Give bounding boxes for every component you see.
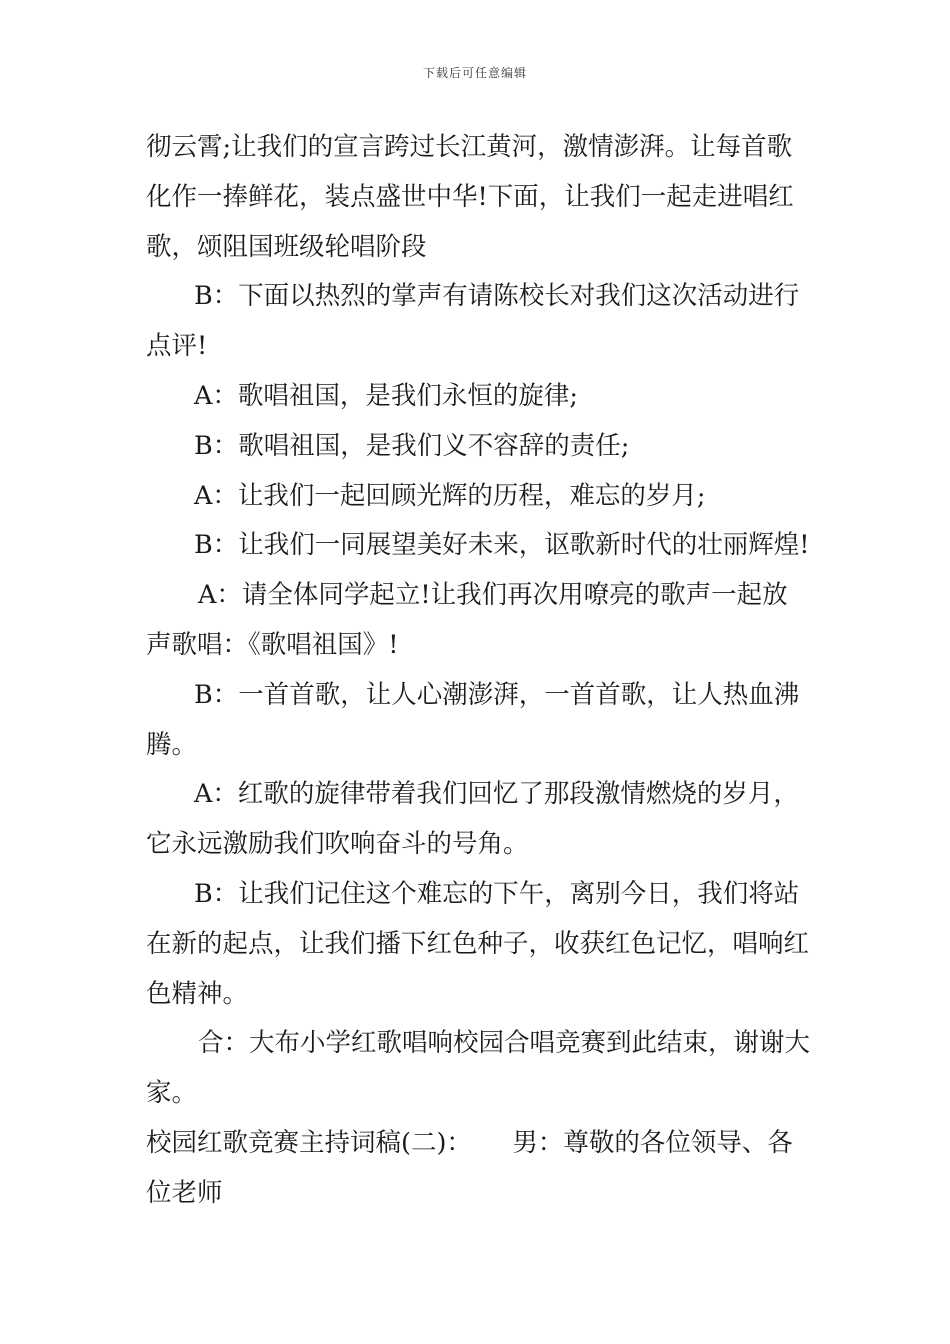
page-header-note: 下载后可任意编辑	[422, 66, 527, 80]
paragraph-intro: 彻云霄;让我们的宣言跨过长江黄河，激情澎湃。让每首歌化作一捧鲜花，装点盛世中华!下面，让我们一起走进唱红歌，颂阻国班级轮唱阶段	[146, 132, 794, 262]
paragraph-b-invite: B：下面以热烈的掌声有请陈校长对我们这次活动进行点评!	[146, 281, 800, 362]
paragraph-b-songs: B：一首首歌，让人心潮澎湃，一首首歌，让人热血沸腾。	[146, 679, 800, 760]
paragraph-b-future: B：让我们一同展望美好未来，讴歌新时代的壮丽辉煌!	[194, 530, 810, 561]
paragraph-script-two: 校园红歌竞赛主持词稿(二)： 男：尊敬的各位领导、各位老师	[146, 1127, 793, 1208]
paragraph-b-afternoon: B：让我们记住这个难忘的下午，离别今日，我们将站在新的起点，让我们播下红色种子，收获红色记忆，唱响红色精神。	[146, 878, 810, 1009]
paragraph-a-melody: A：歌唱祖国，是我们永恒的旋律;	[194, 380, 579, 411]
paragraph-a-review: A：让我们一起回顾光辉的历程，难忘的岁月;	[194, 480, 706, 511]
paragraph-b-duty: B：歌唱祖国，是我们义不容辞的责任;	[194, 430, 630, 461]
document-body	[146, 123, 810, 1219]
paragraph-a-stand: A：请全体同学起立!让我们再次用嘹亮的歌声一起放声歌唱：《歌唱祖国》!	[146, 580, 788, 660]
paragraph-closing: 合：大布小学红歌唱响校园合唱竞赛到此结束，谢谢大家。	[146, 1028, 811, 1109]
paragraph-a-memories: A：红歌的旋律带着我们回忆了那段激情燃烧的岁月，它永远激励我们吹响奋斗的号角。	[146, 779, 799, 860]
